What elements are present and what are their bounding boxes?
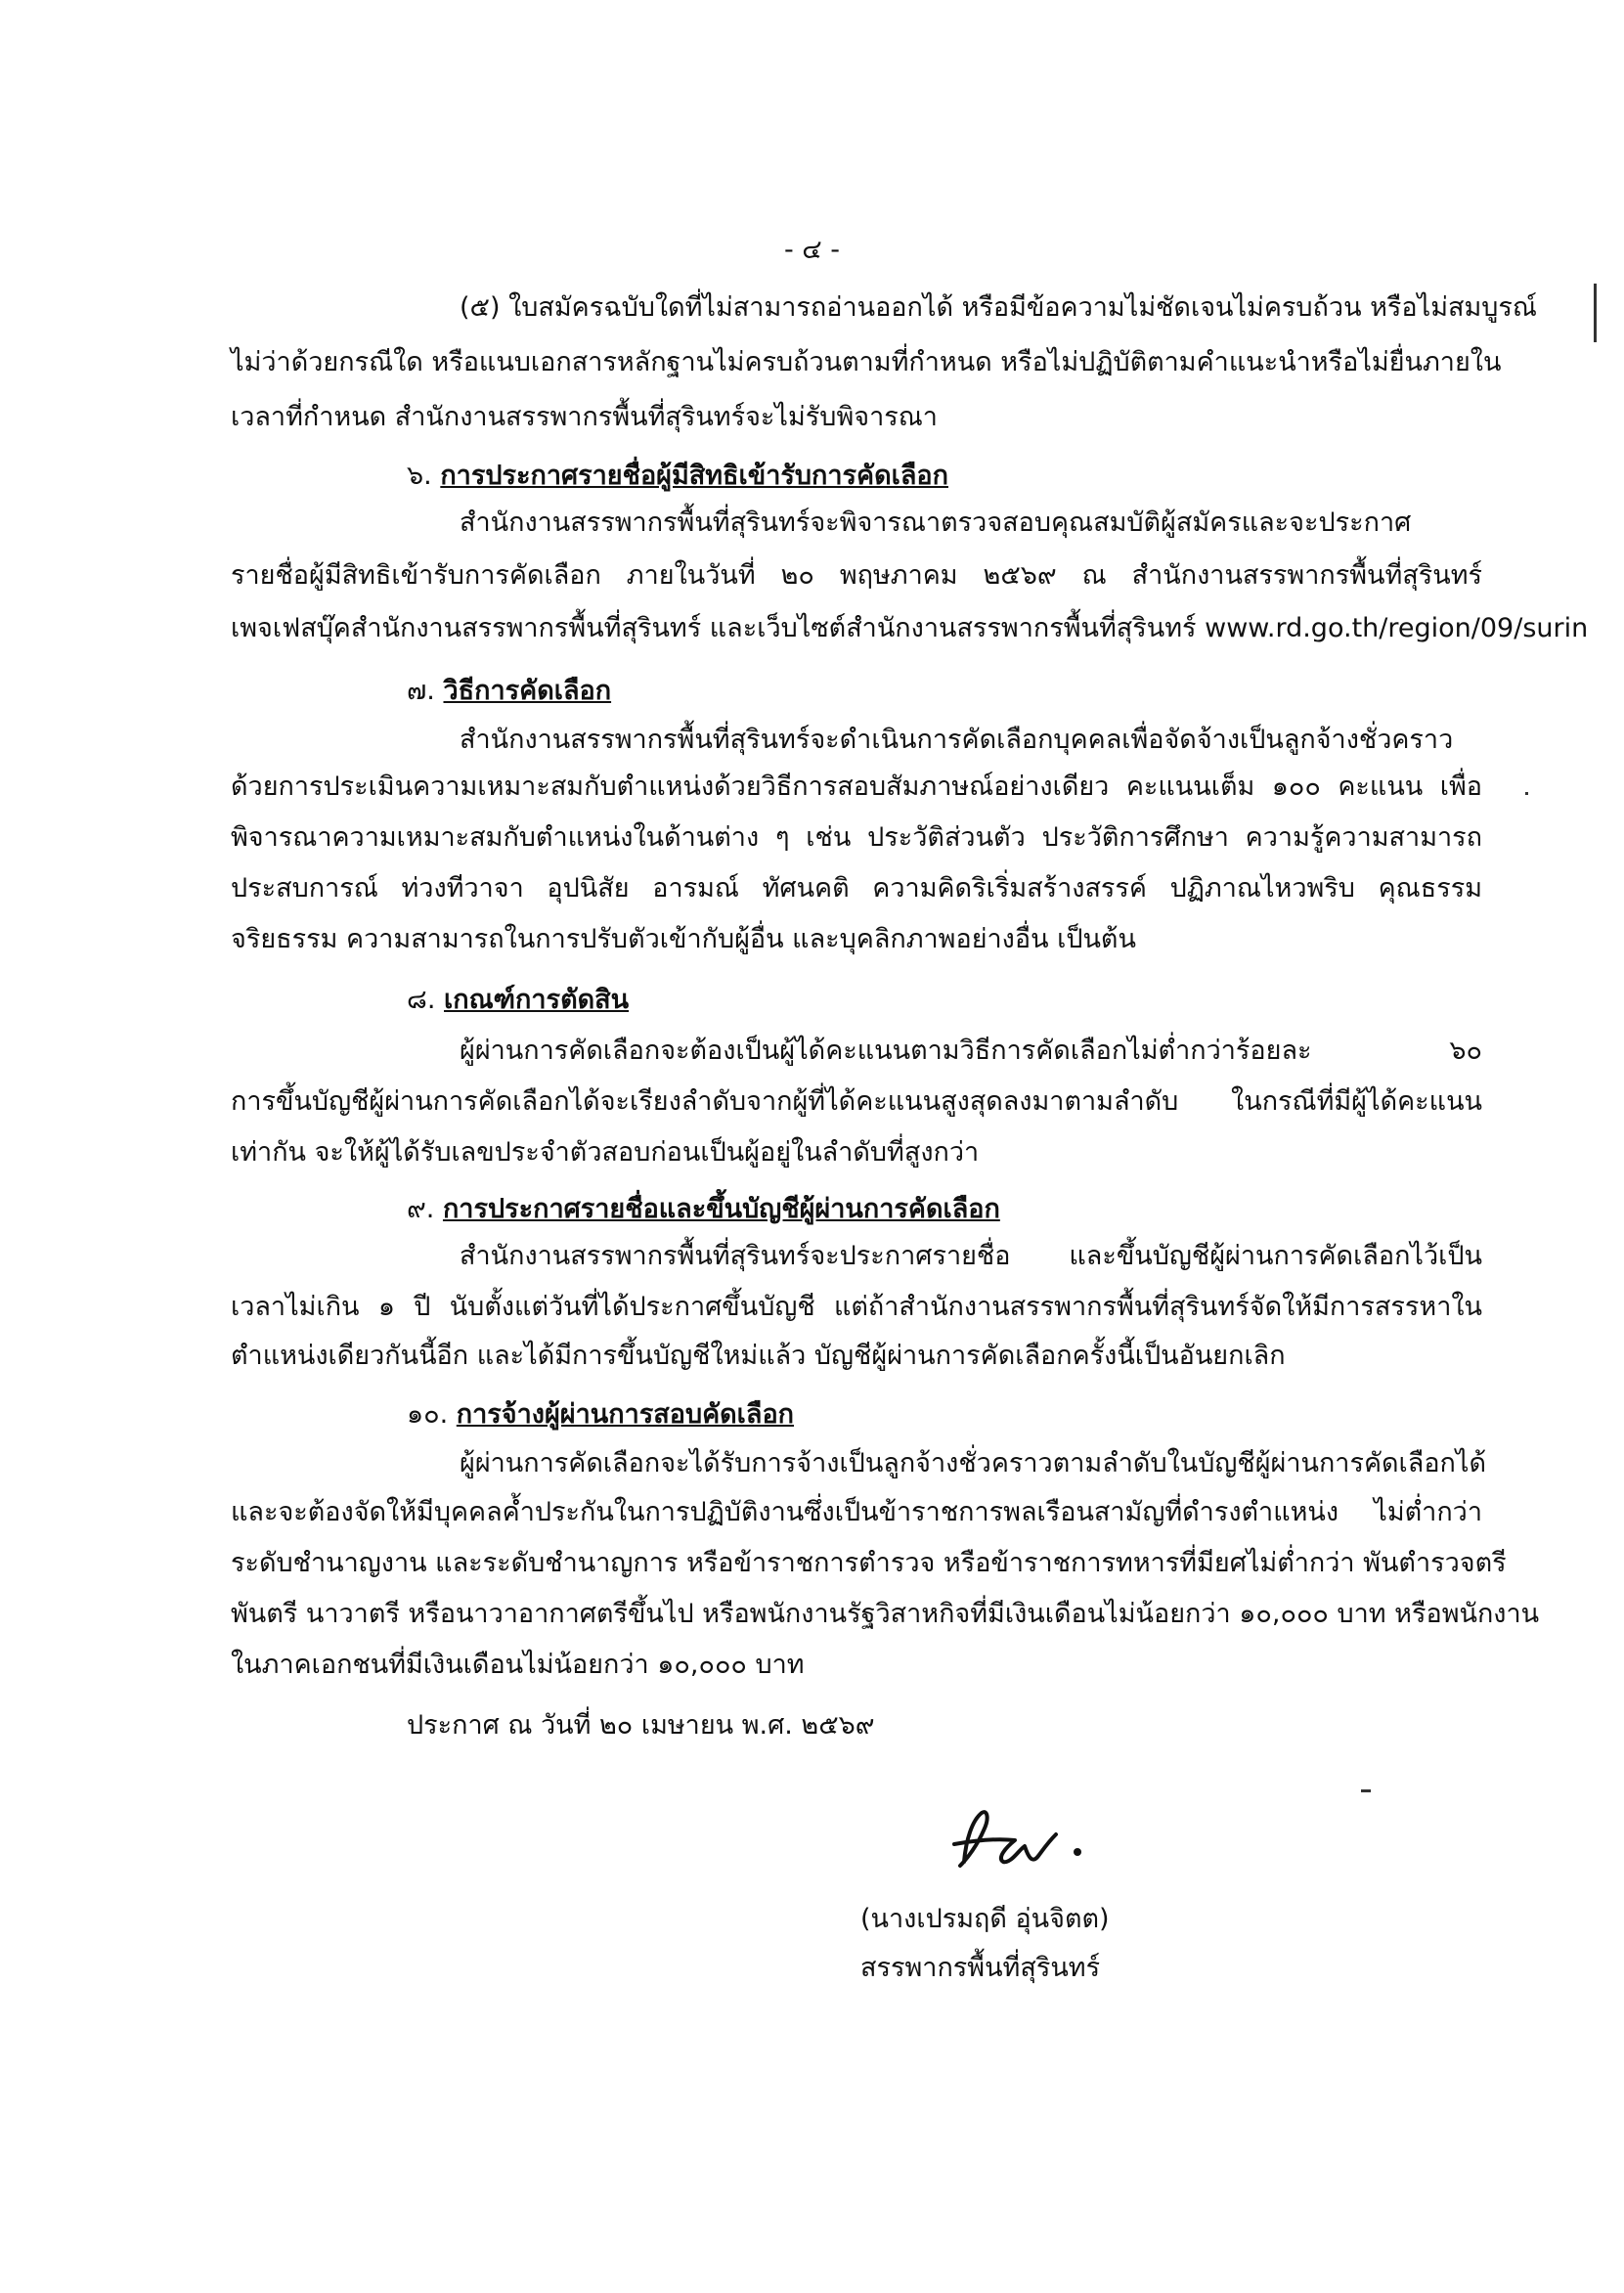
section-title: การประกาศรายชื่อผู้มีสิทธิเข้ารับการคัดเลือก [440, 461, 948, 491]
paragraph-line: ด้วยการประเมินความเหมาะสมกับตำแหน่งด้วยวิธีการสอบสัมภาษณ์อย่างเดียว คะแนนเต็ม ๑๐๐ คะแนน เพื่อ [231, 772, 1482, 802]
paragraph-line: รายชื่อผู้มีสิทธิเข้ารับการคัดเลือก ภายในวันที่ ๒๐ พฤษภาคม ๒๕๖๙ ณ สำนักงานสรรพากรพื้นที่สุรินทร์ [231, 560, 1482, 591]
scan-mark [1525, 792, 1528, 795]
paragraph-line: พิจารณาความเหมาะสมกับตำแหน่งในด้านต่าง ๆ เช่น ประวัติส่วนตัว ประวัติการศึกษา ความรู้ความสามารถ [231, 822, 1482, 853]
signer-name: (นางเปรมฤดี อุ่นจิตต) [860, 1904, 1110, 1934]
paragraph-line: สำนักงานสรรพากรพื้นที่สุรินทร์จะประกาศรายชื่อ และขึ้นบัญชีผู้ผ่านการคัดเลือกไว้เป็น [460, 1241, 1482, 1271]
scan-mark [1361, 1789, 1371, 1792]
paragraph-line: เพจเฟสบุ๊คสำนักงานสรรพากรพื้นที่สุรินทร์ และเว็บไซต์สำนักงานสรรพากรพื้นที่สุรินทร์ www.rd.go.th/region/09/surin [231, 613, 1589, 643]
scan-mark [1594, 284, 1597, 342]
section-heading [407, 669, 611, 714]
signer-position: สรรพากรพื้นที่สุรินทร์ [860, 1953, 1101, 1983]
closing-date: ประกาศ ณ วันที่ ๒๐ เมษายน พ.ศ. ๒๕๖๙ [407, 1710, 875, 1741]
section-number: ๖. [407, 461, 432, 491]
paragraph-line: สำนักงานสรรพากรพื้นที่สุรินทร์จะพิจารณาตรวจสอบคุณสมบัติผู้สมัครและจะประกาศ [460, 507, 1412, 538]
paragraph-line: ประสบการณ์ ท่วงทีวาจา อุปนิสัย อารมณ์ ทัศนคติ ความคิดริเริ่มสร้างสรรค์ ปฏิภาณไหวพริบ คุณธรรม [231, 873, 1482, 904]
section-heading [407, 978, 629, 1023]
paragraph-line: ระดับชำนาญงาน และระดับชำนาญการ หรือข้าราชการตำรวจ หรือข้าราชการทหารที่มียศไม่ต่ำกว่า พันตำรวจตรี [231, 1548, 1507, 1578]
paragraph-line: (๕) ใบสมัครฉบับใดที่ไม่สามารถอ่านออกได้ หรือมีข้อความไม่ชัดเจนไม่ครบถ้วน หรือไม่สมบูรณ์ [460, 292, 1537, 323]
section-number: ๗. [407, 676, 435, 706]
paragraph-line: ตำแหน่งเดียวกันนี้อีก และได้มีการขึ้นบัญชีใหม่แล้ว บัญชีผู้ผ่านการคัดเลือกครั้งนี้เป็นอันยกเลิก [231, 1341, 1286, 1371]
paragraph-line: การขึ้นบัญชีผู้ผ่านการคัดเลือกได้จะเรียงลำดับจากผู้ที่ได้คะแนนสูงสุดลงมาตามลำดับ ในกรณีที่มีผู้ได้คะแนน [231, 1086, 1482, 1117]
paragraph-line: เวลาที่กำหนด สำนักงานสรรพากรพื้นที่สุรินทร์จะไม่รับพิจารณา [231, 402, 938, 432]
paragraph-line: เท่ากัน จะให้ผู้ได้รับเลขประจำตัวสอบก่อนเป็นผู้อยู่ในลำดับที่สูงกว่า [231, 1137, 980, 1168]
paragraph-line: และจะต้องจัดให้มีบุคคลค้ำประกันในการปฏิบัติงานซึ่งเป็นข้าราชการพลเรือนสามัญที่ดำรงตำแหน่ง ไม่ต่ำกว่า [231, 1497, 1482, 1527]
paragraph-line: สำนักงานสรรพากรพื้นที่สุรินทร์จะดำเนินการคัดเลือกบุคคลเพื่อจัดจ้างเป็นลูกจ้างชั่วคราว [460, 725, 1454, 755]
section-title: เกณฑ์การตัดสิน [444, 985, 630, 1015]
handwritten-signature [946, 1801, 1132, 1879]
section-number: ๙. [407, 1194, 435, 1224]
paragraph-line: ผู้ผ่านการคัดเลือกจะต้องเป็นผู้ได้คะแนนตามวิธีการคัดเลือกไม่ต่ำกว่าร้อยละ ๖๐ [460, 1036, 1482, 1066]
section-number: ๘. [407, 985, 436, 1015]
paragraph-line: ในภาคเอกชนที่มีเงินเดือนไม่น้อยกว่า ๑๐,๐๐๐ บาท [231, 1650, 805, 1680]
paragraph-line: เวลาไม่เกิน ๑ ปี นับตั้งแต่วันที่ได้ประกาศขึ้นบัญชี แต่ถ้าสำนักงานสรรพากรพื้นที่สุรินทร์จัดให้มีการสรรหาใน [231, 1292, 1482, 1322]
section-title: วิธีการคัดเลือก [443, 676, 612, 706]
section-title: การจ้างผู้ผ่านการสอบคัดเลือก [456, 1399, 795, 1430]
page-number: - ๔ - [783, 235, 841, 265]
section-heading [407, 1392, 794, 1437]
section-number: ๑๐. [407, 1399, 449, 1430]
paragraph-line: ไม่ว่าด้วยกรณีใด หรือแนบเอกสารหลักฐานไม่ครบถ้วนตามที่กำหนด หรือไม่ปฏิบัติตามคำแนะนำหรือไม่ยื่นภายใน [231, 347, 1502, 377]
paragraph-line: ผู้ผ่านการคัดเลือกจะได้รับการจ้างเป็นลูกจ้างชั่วคราวตามลำดับในบัญชีผู้ผ่านการคัดเลือกได้ [460, 1448, 1487, 1478]
section-heading [407, 454, 948, 499]
section-title: การประกาศรายชื่อและขึ้นบัญชีผู้ผ่านการคัดเลือก [442, 1194, 1000, 1224]
paragraph-line: จริยธรรม ความสามารถในการปรับตัวเข้ากับผู้อื่น และบุคลิกภาพอย่างอื่น เป็นต้น [231, 924, 1136, 954]
paragraph-line: พันตรี นาวาตรี หรือนาวาอากาศตรีขึ้นไป หรือพนักงานรัฐวิสาหกิจที่มีเงินเดือนไม่น้อยกว่า ๑๐,๐๐๐ บาท หรือพนักงาน [231, 1599, 1540, 1629]
section-heading [407, 1187, 1000, 1232]
